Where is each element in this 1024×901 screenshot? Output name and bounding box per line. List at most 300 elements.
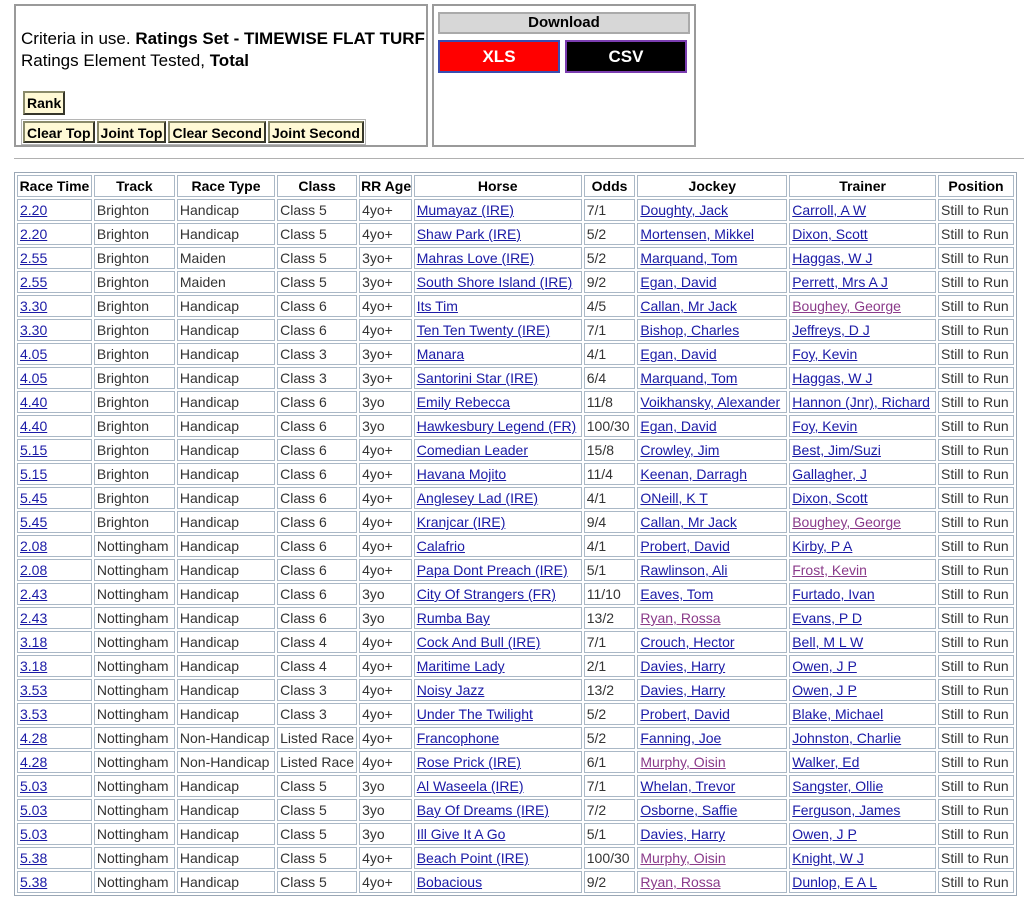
- race-time-cell: [17, 271, 92, 293]
- trainer-link[interactable]: Haggas, W J: [792, 250, 873, 266]
- jockey-link[interactable]: Davies, Harry: [640, 658, 726, 674]
- download-title: Download: [438, 12, 690, 34]
- jockey-link[interactable]: Ryan, Rossa: [640, 610, 721, 626]
- trainer-link[interactable]: Bell, M L W: [792, 634, 864, 650]
- race-time-link[interactable]: 4.28: [20, 754, 48, 770]
- position-cell: Still to Run: [938, 415, 1014, 437]
- jockey-link[interactable]: Whelan, Trevor: [640, 778, 736, 794]
- trainer-link[interactable]: Hannon (Jnr), Richard: [792, 394, 930, 410]
- trainer-link[interactable]: Walker, Ed: [792, 754, 860, 770]
- race-type-cell: Handicap: [177, 799, 275, 821]
- jockey-link[interactable]: Egan, David: [640, 274, 717, 290]
- track-cell: Brighton: [94, 367, 175, 389]
- rr-age-cell: 4yo+: [359, 727, 412, 749]
- race-time-cell: [17, 319, 92, 341]
- trainer-cell: [789, 607, 936, 629]
- horse-link[interactable]: Francophone: [416, 730, 500, 746]
- class-cell: Class 5: [277, 871, 357, 893]
- race-time-link[interactable]: 5.38: [20, 850, 48, 866]
- track-cell: Nottingham: [94, 655, 175, 677]
- ratings-set-value: Ratings Set - TIMEWISE FLAT TURF: [135, 29, 425, 48]
- race-time-link[interactable]: 5.45: [20, 490, 48, 506]
- odds-cell: 7/1: [584, 199, 636, 221]
- track-cell: Brighton: [94, 223, 175, 245]
- odds-cell: 5/1: [584, 823, 636, 845]
- trainer-link[interactable]: Carroll, A W: [792, 202, 867, 218]
- download-xls-button[interactable]: XLS: [438, 40, 560, 73]
- criteria-ratings-set: [21, 29, 425, 49]
- trainer-link[interactable]: Haggas, W J: [792, 370, 873, 386]
- table-row: [17, 343, 1014, 365]
- race-time-cell: [17, 343, 92, 365]
- download-csv-button[interactable]: CSV: [565, 40, 687, 73]
- jockey-link[interactable]: Davies, Harry: [640, 682, 726, 698]
- odds-cell: 5/2: [584, 703, 636, 725]
- race-time-link[interactable]: 4.28: [20, 730, 48, 746]
- horse-cell: [414, 367, 582, 389]
- race-time-link[interactable]: 5.15: [20, 442, 48, 458]
- odds-cell: 2/1: [584, 655, 636, 677]
- race-time-link[interactable]: 2.20: [20, 202, 48, 218]
- class-cell: Class 6: [277, 607, 357, 629]
- ratings-element-value: Total: [209, 51, 250, 70]
- odds-cell: 4/5: [584, 295, 636, 317]
- position-cell: Still to Run: [938, 247, 1014, 269]
- jockey-link[interactable]: Davies, Harry: [640, 826, 726, 842]
- race-time-link[interactable]: 5.38: [20, 874, 48, 890]
- horse-link[interactable]: Cock And Bull (IRE): [416, 634, 541, 650]
- horse-link[interactable]: Its Tim: [416, 298, 458, 314]
- track-cell: Brighton: [94, 487, 175, 509]
- track-cell: Brighton: [94, 439, 175, 461]
- position-cell: Still to Run: [938, 655, 1014, 677]
- race-time-cell: [17, 631, 92, 653]
- horse-cell: [414, 199, 582, 221]
- track-cell: Nottingham: [94, 559, 175, 581]
- jockey-cell: [637, 247, 787, 269]
- race-type-cell: Handicap: [177, 679, 275, 701]
- horse-cell: [414, 463, 582, 485]
- col-header-horse[interactable]: Horse: [414, 175, 582, 197]
- class-cell: Class 3: [277, 367, 357, 389]
- class-cell: Class 6: [277, 295, 357, 317]
- jockey-cell: [637, 871, 787, 893]
- race-time-link[interactable]: 5.45: [20, 514, 48, 530]
- table-row: [17, 367, 1014, 389]
- odds-cell: 13/2: [584, 607, 636, 629]
- race-time-link[interactable]: 2.55: [20, 274, 48, 290]
- jockey-link[interactable]: Probert, David: [640, 706, 730, 722]
- trainer-link[interactable]: Boughey, George: [792, 514, 901, 530]
- col-header-track[interactable]: Track: [94, 175, 175, 197]
- joint-top-button[interactable]: Joint Top: [97, 121, 167, 143]
- trainer-cell: [789, 583, 936, 605]
- position-cell: Still to Run: [938, 295, 1014, 317]
- race-time-cell: [17, 607, 92, 629]
- trainer-link[interactable]: Blake, Michael: [792, 706, 884, 722]
- horse-link[interactable]: Emily Rebecca: [416, 394, 511, 410]
- horse-link[interactable]: Kranjcar (IRE): [416, 514, 506, 530]
- clear-second-button[interactable]: Clear Second: [168, 121, 265, 143]
- jockey-link[interactable]: Voikhansky, Alexander: [640, 394, 781, 410]
- jockey-link[interactable]: Egan, David: [640, 346, 717, 362]
- jockey-link[interactable]: Ryan, Rossa: [640, 874, 721, 890]
- race-time-link[interactable]: 2.20: [20, 226, 48, 242]
- trainer-link[interactable]: Foy, Kevin: [792, 418, 858, 434]
- race-time-cell: [17, 823, 92, 845]
- jockey-cell: [637, 751, 787, 773]
- trainer-link[interactable]: Kirby, P A: [792, 538, 853, 554]
- track-cell: Brighton: [94, 271, 175, 293]
- jockey-link[interactable]: Egan, David: [640, 418, 717, 434]
- jockey-link[interactable]: Probert, David: [640, 538, 730, 554]
- rr-age-cell: 3yo+: [359, 271, 412, 293]
- track-cell: Nottingham: [94, 727, 175, 749]
- rr-age-cell: 3yo: [359, 583, 412, 605]
- col-header-odds[interactable]: Odds: [584, 175, 636, 197]
- horse-link[interactable]: Ill Give It A Go: [416, 826, 506, 842]
- jockey-link[interactable]: Osborne, Saffie: [640, 802, 738, 818]
- table-row: [17, 415, 1014, 437]
- odds-cell: 9/2: [584, 271, 636, 293]
- position-cell: Still to Run: [938, 847, 1014, 869]
- trainer-link[interactable]: Owen, J P: [792, 658, 857, 674]
- col-header-trainer[interactable]: Trainer: [789, 175, 936, 197]
- jockey-link[interactable]: Crowley, Jim: [640, 442, 720, 458]
- horse-link[interactable]: Noisy Jazz: [416, 682, 485, 698]
- class-cell: Class 6: [277, 391, 357, 413]
- trainer-link[interactable]: Frost, Kevin: [792, 562, 867, 578]
- trainer-cell: [789, 775, 936, 797]
- jockey-link[interactable]: Murphy, Oisin: [640, 754, 726, 770]
- odds-cell: 9/2: [584, 871, 636, 893]
- table-row: [17, 463, 1014, 485]
- odds-cell: 5/1: [584, 559, 636, 581]
- trainer-link[interactable]: Furtado, Ivan: [792, 586, 875, 602]
- class-cell: Class 6: [277, 463, 357, 485]
- class-cell: Class 3: [277, 343, 357, 365]
- trainer-cell: [789, 799, 936, 821]
- trainer-link[interactable]: Best, Jim/Suzi: [792, 442, 881, 458]
- race-type-cell: Handicap: [177, 535, 275, 557]
- race-time-link[interactable]: 4.40: [20, 394, 48, 410]
- trainer-cell: [789, 247, 936, 269]
- jockey-link[interactable]: ONeill, K T: [640, 490, 708, 506]
- track-cell: Nottingham: [94, 751, 175, 773]
- horse-cell: [414, 415, 582, 437]
- joint-second-button[interactable]: Joint Second: [268, 121, 364, 143]
- trainer-link[interactable]: Owen, J P: [792, 682, 857, 698]
- trainer-link[interactable]: Gallagher, J: [792, 466, 867, 482]
- horse-link[interactable]: Ten Ten Twenty (IRE): [416, 322, 551, 338]
- horse-cell: [414, 223, 582, 245]
- table-row: [17, 607, 1014, 629]
- trainer-link[interactable]: Johnston, Charlie: [792, 730, 902, 746]
- race-time-cell: [17, 775, 92, 797]
- trainer-link[interactable]: Dixon, Scott: [792, 490, 868, 506]
- race-time-link[interactable]: 3.30: [20, 298, 48, 314]
- horse-link[interactable]: Under The Twilight: [416, 706, 533, 722]
- table-row: [17, 799, 1014, 821]
- position-cell: Still to Run: [938, 319, 1014, 341]
- race-time-link[interactable]: 2.55: [20, 250, 48, 266]
- horse-link[interactable]: Havana Mojito: [416, 466, 507, 482]
- horse-link[interactable]: Rumba Bay: [416, 610, 490, 626]
- horse-link[interactable]: Mahras Love (IRE): [416, 250, 535, 266]
- horse-link[interactable]: Hawkesbury Legend (FR): [416, 418, 577, 434]
- odds-cell: 11/4: [584, 463, 636, 485]
- rr-age-cell: 3yo+: [359, 367, 412, 389]
- jockey-link[interactable]: Doughty, Jack: [640, 202, 729, 218]
- rr-age-cell: 4yo+: [359, 439, 412, 461]
- race-time-link[interactable]: 2.08: [20, 538, 48, 554]
- trainer-link[interactable]: Knight, W J: [792, 850, 864, 866]
- horse-cell: [414, 343, 582, 365]
- col-header-position[interactable]: Position: [938, 175, 1014, 197]
- table-row: [17, 511, 1014, 533]
- position-cell: Still to Run: [938, 223, 1014, 245]
- race-type-cell: Handicap: [177, 487, 275, 509]
- rank-button[interactable]: Rank: [23, 91, 65, 115]
- race-time-link[interactable]: 3.18: [20, 658, 48, 674]
- table-row: [17, 535, 1014, 557]
- horse-link[interactable]: Mumayaz (IRE): [416, 202, 514, 218]
- trainer-link[interactable]: Jeffreys, D J: [792, 322, 870, 338]
- position-cell: Still to Run: [938, 871, 1014, 893]
- rr-age-cell: 3yo: [359, 823, 412, 845]
- jockey-cell: [637, 391, 787, 413]
- horse-cell: [414, 319, 582, 341]
- trainer-link[interactable]: Foy, Kevin: [792, 346, 858, 362]
- jockey-link[interactable]: Fanning, Joe: [640, 730, 722, 746]
- horse-cell: [414, 631, 582, 653]
- rr-age-cell: 4yo+: [359, 511, 412, 533]
- horse-link[interactable]: Bobacious: [416, 874, 483, 890]
- track-cell: Brighton: [94, 319, 175, 341]
- track-cell: Brighton: [94, 415, 175, 437]
- horse-link[interactable]: Beach Point (IRE): [416, 850, 529, 866]
- rr-age-cell: 4yo+: [359, 463, 412, 485]
- track-cell: Brighton: [94, 463, 175, 485]
- trainer-cell: [789, 823, 936, 845]
- jockey-link[interactable]: Eaves, Tom: [640, 586, 714, 602]
- rr-age-cell: 4yo+: [359, 703, 412, 725]
- horse-link[interactable]: Anglesey Lad (IRE): [416, 490, 539, 506]
- position-cell: Still to Run: [938, 583, 1014, 605]
- race-time-cell: [17, 751, 92, 773]
- track-cell: Nottingham: [94, 583, 175, 605]
- jockey-cell: [637, 727, 787, 749]
- class-cell: Class 6: [277, 511, 357, 533]
- trainer-cell: [789, 847, 936, 869]
- track-cell: Brighton: [94, 511, 175, 533]
- jockey-link[interactable]: Callan, Mr Jack: [640, 298, 737, 314]
- class-cell: Class 6: [277, 487, 357, 509]
- table-row: [17, 223, 1014, 245]
- odds-cell: 7/1: [584, 631, 636, 653]
- horse-link[interactable]: Bay Of Dreams (IRE): [416, 802, 549, 818]
- trainer-cell: [789, 415, 936, 437]
- horse-link[interactable]: Manara: [416, 346, 465, 362]
- clear-top-button[interactable]: Clear Top: [23, 121, 95, 143]
- class-cell: Class 6: [277, 439, 357, 461]
- position-cell: Still to Run: [938, 559, 1014, 581]
- trainer-cell: [789, 295, 936, 317]
- odds-cell: 5/2: [584, 223, 636, 245]
- race-type-cell: Maiden: [177, 247, 275, 269]
- horse-link[interactable]: Comedian Leader: [416, 442, 528, 458]
- race-type-cell: Maiden: [177, 271, 275, 293]
- position-cell: Still to Run: [938, 439, 1014, 461]
- race-time-cell: [17, 871, 92, 893]
- race-type-cell: Handicap: [177, 823, 275, 845]
- position-cell: Still to Run: [938, 535, 1014, 557]
- race-time-link[interactable]: 2.43: [20, 586, 48, 602]
- race-type-cell: Handicap: [177, 655, 275, 677]
- horse-link[interactable]: Shaw Park (IRE): [416, 226, 521, 242]
- race-time-cell: [17, 439, 92, 461]
- position-cell: Still to Run: [938, 463, 1014, 485]
- position-cell: Still to Run: [938, 511, 1014, 533]
- horse-cell: [414, 871, 582, 893]
- col-header-rr-age[interactable]: RR Age: [359, 175, 412, 197]
- track-cell: Nottingham: [94, 703, 175, 725]
- jockey-cell: [637, 487, 787, 509]
- jockey-link[interactable]: Keenan, Darragh: [640, 466, 748, 482]
- class-cell: Class 5: [277, 823, 357, 845]
- class-cell: Class 6: [277, 415, 357, 437]
- table-row: [17, 775, 1014, 797]
- track-cell: Nottingham: [94, 535, 175, 557]
- rr-age-cell: 4yo+: [359, 535, 412, 557]
- trainer-cell: [789, 439, 936, 461]
- class-cell: Listed Race: [277, 727, 357, 749]
- rr-age-cell: 4yo+: [359, 631, 412, 653]
- class-cell: Class 5: [277, 199, 357, 221]
- race-time-cell: [17, 727, 92, 749]
- horse-link[interactable]: City Of Strangers (FR): [416, 586, 556, 602]
- race-time-link[interactable]: 4.05: [20, 370, 48, 386]
- race-type-cell: Non-Handicap: [177, 727, 275, 749]
- results-table-wrapper: [14, 172, 1017, 896]
- horse-cell: [414, 439, 582, 461]
- race-time-link[interactable]: 5.15: [20, 466, 48, 482]
- jockey-link[interactable]: Marquand, Tom: [640, 370, 738, 386]
- class-cell: Listed Race: [277, 751, 357, 773]
- horse-cell: [414, 607, 582, 629]
- class-cell: Class 6: [277, 319, 357, 341]
- race-time-cell: [17, 199, 92, 221]
- trainer-link[interactable]: Evans, P D: [792, 610, 862, 626]
- rr-age-cell: 3yo: [359, 799, 412, 821]
- race-type-cell: Handicap: [177, 703, 275, 725]
- col-header-race-type[interactable]: Race Type: [177, 175, 275, 197]
- race-type-cell: Handicap: [177, 871, 275, 893]
- class-cell: Class 5: [277, 271, 357, 293]
- jockey-link[interactable]: Mortensen, Mikkel: [640, 226, 754, 242]
- class-cell: Class 4: [277, 631, 357, 653]
- horse-link[interactable]: Calafrio: [416, 538, 465, 554]
- odds-cell: 100/30: [584, 847, 636, 869]
- race-time-cell: [17, 535, 92, 557]
- track-cell: Nottingham: [94, 607, 175, 629]
- jockey-link[interactable]: Crouch, Hector: [640, 634, 735, 650]
- jockey-cell: [637, 223, 787, 245]
- race-time-link[interactable]: 3.53: [20, 682, 48, 698]
- col-header-jockey[interactable]: Jockey: [637, 175, 787, 197]
- trainer-link[interactable]: Owen, J P: [792, 826, 857, 842]
- trainer-link[interactable]: Boughey, George: [792, 298, 901, 314]
- jockey-cell: [637, 679, 787, 701]
- position-cell: Still to Run: [938, 751, 1014, 773]
- position-cell: Still to Run: [938, 703, 1014, 725]
- race-time-link[interactable]: 3.53: [20, 706, 48, 722]
- race-time-link[interactable]: 3.18: [20, 634, 48, 650]
- trainer-link[interactable]: Dunlop, E A L: [792, 874, 878, 890]
- horse-link[interactable]: Rose Prick (IRE): [416, 754, 521, 770]
- race-time-link[interactable]: 3.30: [20, 322, 48, 338]
- horse-link[interactable]: Al Waseela (IRE): [416, 778, 524, 794]
- trainer-link[interactable]: Dixon, Scott: [792, 226, 868, 242]
- race-time-link[interactable]: 4.40: [20, 418, 48, 434]
- trainer-cell: [789, 727, 936, 749]
- criteria-label: Criteria in use.: [21, 29, 136, 48]
- trainer-link[interactable]: Sangster, Ollie: [792, 778, 884, 794]
- trainer-link[interactable]: Perrett, Mrs A J: [792, 274, 888, 290]
- track-cell: Nottingham: [94, 799, 175, 821]
- jockey-cell: [637, 295, 787, 317]
- odds-cell: 4/1: [584, 343, 636, 365]
- rr-age-cell: 4yo+: [359, 223, 412, 245]
- race-type-cell: Handicap: [177, 415, 275, 437]
- jockey-link[interactable]: Murphy, Oisin: [640, 850, 726, 866]
- odds-cell: 100/30: [584, 415, 636, 437]
- horse-link[interactable]: Papa Dont Preach (IRE): [416, 562, 568, 578]
- jockey-link[interactable]: Bishop, Charles: [640, 322, 740, 338]
- race-time-cell: [17, 295, 92, 317]
- track-cell: Nottingham: [94, 631, 175, 653]
- trainer-link[interactable]: Ferguson, James: [792, 802, 901, 818]
- race-time-link[interactable]: 5.03: [20, 802, 48, 818]
- horse-link[interactable]: South Shore Island (IRE): [416, 274, 573, 290]
- race-type-cell: Handicap: [177, 847, 275, 869]
- horse-link[interactable]: Maritime Lady: [416, 658, 505, 674]
- table-row: [17, 559, 1014, 581]
- rr-age-cell: 3yo: [359, 607, 412, 629]
- jockey-link[interactable]: Callan, Mr Jack: [640, 514, 737, 530]
- table-row: [17, 871, 1014, 893]
- jockey-link[interactable]: Rawlinson, Ali: [640, 562, 728, 578]
- race-time-link[interactable]: 2.08: [20, 562, 48, 578]
- race-time-link[interactable]: 2.43: [20, 610, 48, 626]
- col-header-race-time[interactable]: Race Time: [17, 175, 92, 197]
- col-header-class[interactable]: Class: [277, 175, 357, 197]
- track-cell: Nottingham: [94, 871, 175, 893]
- trainer-cell: [789, 631, 936, 653]
- race-time-cell: [17, 391, 92, 413]
- odds-cell: 5/2: [584, 727, 636, 749]
- race-time-link[interactable]: 5.03: [20, 826, 48, 842]
- rr-age-cell: 4yo+: [359, 319, 412, 341]
- race-time-link[interactable]: 5.03: [20, 778, 48, 794]
- jockey-link[interactable]: Marquand, Tom: [640, 250, 738, 266]
- horse-link[interactable]: Santorini Star (IRE): [416, 370, 539, 386]
- position-cell: Still to Run: [938, 487, 1014, 509]
- trainer-cell: [789, 367, 936, 389]
- race-type-cell: Handicap: [177, 775, 275, 797]
- race-time-link[interactable]: 4.05: [20, 346, 48, 362]
- rr-age-cell: 4yo+: [359, 871, 412, 893]
